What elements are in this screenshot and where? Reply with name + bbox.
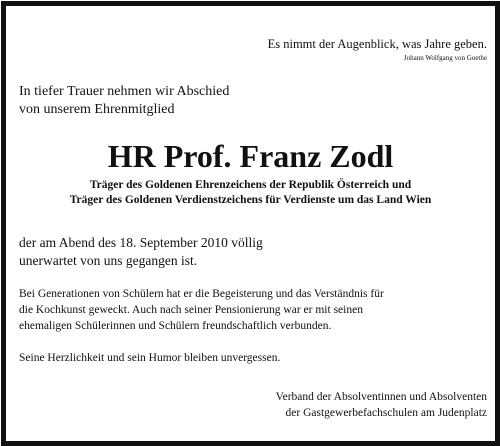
honor-line: Träger des Goldenen Ehrenzeichens der Republik Österreich und bbox=[89, 179, 412, 191]
signature-block bbox=[276, 389, 487, 421]
tribute-line: ehemaligen Schülerinnen und Schülern freundschaftlich verbunden. bbox=[19, 320, 332, 332]
tribute-line: die Kochkunst geweckt. Auch nach seiner Pensionierung war er mit seinen bbox=[19, 304, 363, 316]
memory-sentence: Seine Herzlichkeit und sein Humor bleiben unvergessen. bbox=[19, 352, 281, 364]
intro-text bbox=[19, 83, 229, 119]
tribute-paragraph bbox=[19, 286, 384, 334]
honors-text bbox=[6, 178, 495, 208]
passing-line: unerwartet von uns gegangen ist. bbox=[19, 253, 198, 268]
passing-line: der am Abend des 18. September 2010 völlig bbox=[19, 235, 263, 250]
signature-line: der Gastgewerbefachschulen am Judenplatz bbox=[285, 407, 487, 419]
tribute-line: Bei Generationen von Schülern hat er die Begeisterung und das Verständnis für bbox=[19, 288, 384, 300]
quote-author: Johann Wolfgang von Goethe bbox=[403, 54, 487, 62]
intro-line: von unserem Ehrenmitglied bbox=[19, 102, 175, 117]
goethe-quote bbox=[268, 37, 487, 63]
honor-line: Träger des Goldenen Verdienstzeichens für Verdienste um das Land Wien bbox=[69, 194, 432, 206]
deceased-name: HR Prof. Franz Zodl bbox=[107, 138, 394, 174]
passing-text bbox=[19, 234, 263, 270]
quote-text: Es nimmt der Augenblick, was Jahre geben. bbox=[267, 37, 487, 51]
intro-line: In tiefer Trauer nehmen wir Abschied bbox=[19, 84, 230, 99]
obituary-frame bbox=[1, 1, 500, 446]
signature-line: Verband der Absolventinnen und Absolventen bbox=[275, 391, 487, 403]
